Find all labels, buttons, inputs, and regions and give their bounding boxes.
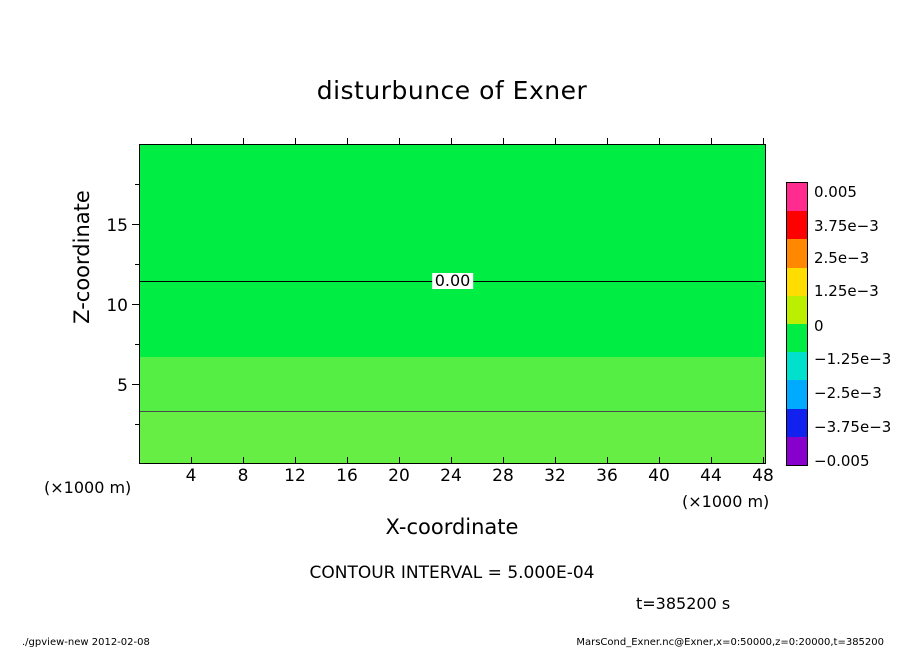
x-tick-top-28 (503, 138, 504, 145)
x-tick-label-28: 28 (492, 466, 514, 486)
colorbar (786, 182, 808, 466)
y-axis-title: Z-coordinate (70, 190, 94, 324)
x-tick-24 (451, 457, 452, 464)
contour-band-lower (140, 411, 765, 464)
colorbar-label-6: −2.5e−3 (814, 384, 882, 402)
x-tick-label-16: 16 (336, 466, 358, 486)
x-tick-label-36: 36 (596, 466, 618, 486)
x-tick-48 (763, 457, 764, 464)
x-tick-label-24: 24 (440, 466, 462, 486)
y-tick-minor-2point5 (135, 424, 139, 425)
contour-interval-label: CONTOUR INTERVAL = 5.000E-04 (309, 563, 595, 583)
x-tick-32 (555, 457, 556, 464)
x-units-right: (×1000 m) (682, 492, 770, 511)
contour-band-middle (140, 357, 765, 411)
colorbar-cell-1 (787, 211, 807, 239)
footer-right: MarsCond_Exner.nc@Exner,x=0:50000,z=0:20000,t=385200 (576, 637, 884, 648)
x-tick-top-40 (659, 138, 660, 145)
time-label: t=385200 s (636, 594, 731, 613)
colorbar-label-5: −1.25e−3 (814, 350, 892, 368)
contour-line-lower (140, 411, 765, 412)
x-tick-44 (711, 457, 712, 464)
colorbar-cell-9 (787, 437, 807, 465)
x-tick-label-8: 8 (237, 466, 249, 486)
chart-title: disturbunce of Exner (316, 76, 588, 105)
x-tick-top-48 (763, 138, 764, 145)
x-tick-label-44: 44 (700, 466, 722, 486)
x-tick-label-40: 40 (648, 466, 670, 486)
x-tick-40 (659, 457, 660, 464)
x-tick-12 (295, 457, 296, 464)
colorbar-cell-6 (787, 352, 807, 380)
colorbar-label-7: −3.75e−3 (814, 418, 892, 436)
x-tick-28 (503, 457, 504, 464)
plot-area (139, 144, 766, 464)
x-tick-top-12 (295, 138, 296, 145)
x-tick-top-20 (399, 138, 400, 145)
y-tick-label-15: 15 (106, 216, 128, 236)
y-tick-10 (132, 304, 139, 305)
x-tick-36 (607, 457, 608, 464)
x-tick-label-4: 4 (185, 466, 197, 486)
colorbar-label-3: 1.25e−3 (814, 282, 879, 300)
x-tick-16 (347, 457, 348, 464)
contour-band-upper (140, 145, 765, 357)
x-tick-label-12: 12 (284, 466, 306, 486)
colorbar-cell-7 (787, 380, 807, 408)
x-tick-top-24 (451, 138, 452, 145)
colorbar-cell-2 (787, 239, 807, 267)
x-tick-4 (191, 457, 192, 464)
x-axis-title: X-coordinate (385, 515, 519, 539)
footer-left: ./gpview-new 2012-02-08 (22, 637, 150, 648)
x-tick-8 (243, 457, 244, 464)
colorbar-label-2: 2.5e−3 (814, 249, 870, 267)
colorbar-label-8: −0.005 (814, 452, 870, 470)
x-tick-top-32 (555, 138, 556, 145)
y-tick-minor-12point5 (135, 264, 139, 265)
colorbar-label-1: 3.75e−3 (814, 217, 879, 235)
colorbar-label-0: 0.005 (814, 183, 857, 201)
colorbar-cell-4 (787, 296, 807, 324)
x-tick-top-8 (243, 138, 244, 145)
colorbar-cell-8 (787, 409, 807, 437)
y-tick-label-10: 10 (106, 296, 128, 316)
y-tick-label-5: 5 (117, 376, 128, 396)
y-tick-5 (132, 384, 139, 385)
y-tick-15 (132, 224, 139, 225)
y-tick-minor-7point5 (135, 344, 139, 345)
colorbar-cell-5 (787, 324, 807, 352)
x-tick-label-20: 20 (388, 466, 410, 486)
contour-label-zero: 0.00 (432, 273, 474, 289)
colorbar-cell-0 (787, 183, 807, 211)
x-tick-label-48: 48 (752, 466, 774, 486)
x-tick-top-36 (607, 138, 608, 145)
x-tick-top-4 (191, 138, 192, 145)
x-tick-top-44 (711, 138, 712, 145)
x-tick-label-32: 32 (544, 466, 566, 486)
y-tick-minor-17point5 (135, 184, 139, 185)
colorbar-cell-3 (787, 268, 807, 296)
colorbar-label-4: 0 (814, 317, 824, 335)
x-tick-20 (399, 457, 400, 464)
x-tick-top-16 (347, 138, 348, 145)
x-units-left: (×1000 m) (44, 478, 132, 497)
